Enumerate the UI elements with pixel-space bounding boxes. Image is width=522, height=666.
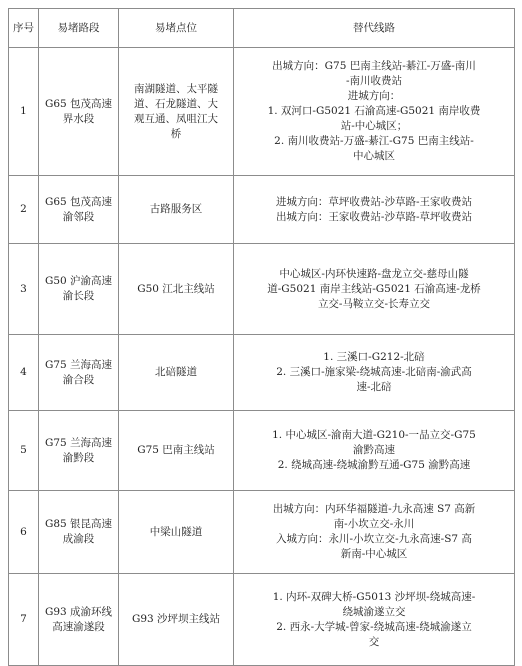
row-no: 1 — [9, 48, 39, 176]
row-no: 3 — [9, 244, 39, 335]
row-road: G65 包茂高速 渝邻段 — [39, 176, 119, 244]
table-row — [9, 491, 515, 574]
table-row — [9, 574, 515, 666]
header-no: 序号 — [9, 9, 39, 48]
row-point: G75 巴南主线站 — [119, 411, 234, 491]
row-road: G50 沪渝高速 渝长段 — [39, 244, 119, 335]
table-header-row — [9, 9, 515, 48]
row-route: 1. 中心城区-渝南大道-G210-一品立交-G75 渝黔高速 2. 绕城高速-绕城渝黔互通-G75 渝黔高速 — [234, 411, 515, 491]
row-no: 7 — [9, 574, 39, 666]
row-road: G93 成渝环线 高速渝遂段 — [39, 574, 119, 666]
row-route: 出城方向：内环华福隧道-九永高速 S7 高新 南-小坎立交-永川 入城方向：永川-小坎立交-九永高速-S7 高 新南-中心城区 — [234, 491, 515, 574]
row-no: 4 — [9, 335, 39, 411]
row-no: 5 — [9, 411, 39, 491]
row-point: 北碚隧道 — [119, 335, 234, 411]
row-point: G93 沙坪坝主线站 — [119, 574, 234, 666]
row-point: 南湖隧道、太平隧 道、石龙隧道、大 观互通、凤咀江大 桥 — [119, 48, 234, 176]
row-route: 1. 内环-双碑大桥-G5013 沙坪坝-绕城高速- 绕城渝遂立交 2. 西永-大学城-曾家-绕城高速-绕城渝遂立 交 — [234, 574, 515, 666]
row-route: 中心城区-内环快速路-盘龙立交-慈母山隧 道-G5021 南岸主线站-G5021 石渝高速-龙桥 立交-马鞍立交-长寿立交 — [234, 244, 515, 335]
row-road: G85 银昆高速 成渝段 — [39, 491, 119, 574]
detour-table — [8, 8, 515, 666]
table-row — [9, 244, 515, 335]
row-point: 中梁山隧道 — [119, 491, 234, 574]
table-row — [9, 335, 515, 411]
table-row — [9, 411, 515, 491]
row-road: G75 兰海高速 渝合段 — [39, 335, 119, 411]
row-point: 古路服务区 — [119, 176, 234, 244]
row-no: 6 — [9, 491, 39, 574]
row-point: G50 江北主线站 — [119, 244, 234, 335]
row-route: 进城方向：草坪收费站-沙草路-王家收费站 出城方向：王家收费站-沙草路-草坪收费站 — [234, 176, 515, 244]
header-point: 易堵点位 — [119, 9, 234, 48]
row-no: 2 — [9, 176, 39, 244]
row-route: 出城方向：G75 巴南主线站-綦江-万盛-南川 -南川收费站 进城方向： 1. 双河口-G5021 石渝高速-G5021 南岸收费 站-中心城区； 2. 南川收费站-万盛-綦江-G75 巴南主线站- 中心城区 — [234, 48, 515, 176]
header-road: 易堵路段 — [39, 9, 119, 48]
table-row — [9, 48, 515, 176]
row-route: 1. 三溪口-G212-北碚 2. 三溪口-施家梁-绕城高速-北碚南-渝武高 速-北碚 — [234, 335, 515, 411]
row-road: G75 兰海高速 渝黔段 — [39, 411, 119, 491]
header-route: 替代线路 — [234, 9, 515, 48]
table-row — [9, 176, 515, 244]
row-road: G65 包茂高速 界水段 — [39, 48, 119, 176]
